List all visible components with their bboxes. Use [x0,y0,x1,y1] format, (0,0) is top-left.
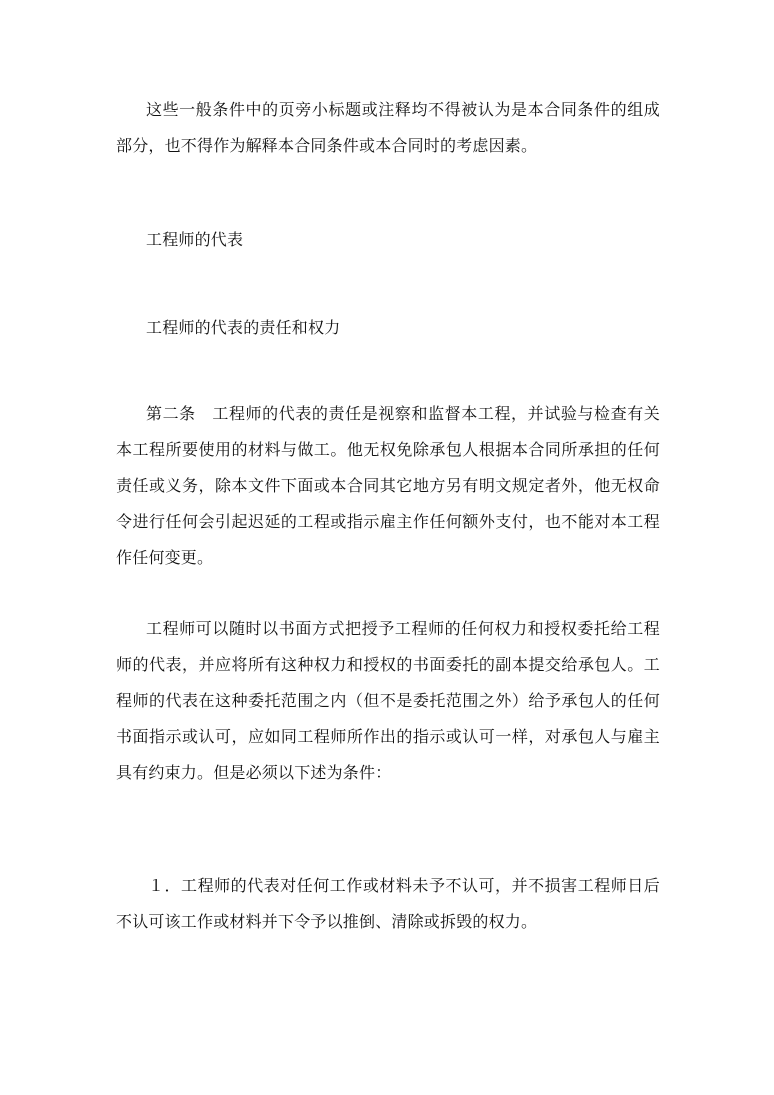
delegation-paragraph: 工程师可以随时以书面方式把授予工程师的任何权力和授权委托给工程师的代表，并应将所有这种权力和授权的书面委托的副本提交给承包人。工程师的代表在这种委托范围之内（但不是委托范围之外）给予承包人的任何书面指示或认可，应如同工程师所作出的指示或认可一样，对承包人与雇主具有约束力。但是必须以下述为条件： [116,619,660,782]
article-two-paragraph: 第二条 工程师的代表的责任是视察和监督本工程，并试验与检查有关本工程所要使用的材料与做工。他无权免除承包人根据本合同所承担的任何责任或义务，除本文件下面或本合同其它地方另有明文规定者外，他无权命令进行任何会引起迟延的工程或指示雇主作任何额外支付，也不能对本工程作任何变更。 [116,404,660,567]
subsection-heading: 工程师的代表的责任和权力 [146,318,341,337]
intro-paragraph: 这些一般条件中的页旁小标题或注释均不得被认为是本合同条件的组成部分，也不得作为解释本合同条件或本合同时的考虑因素。 [116,100,660,155]
section-heading: 工程师的代表 [146,230,244,249]
condition-item-1: １．工程师的代表对任何工作或材料未予不认可，并不损害工程师日后不认可该工作或材料并下令予以推倒、清除或拆毁的权力。 [116,876,660,931]
